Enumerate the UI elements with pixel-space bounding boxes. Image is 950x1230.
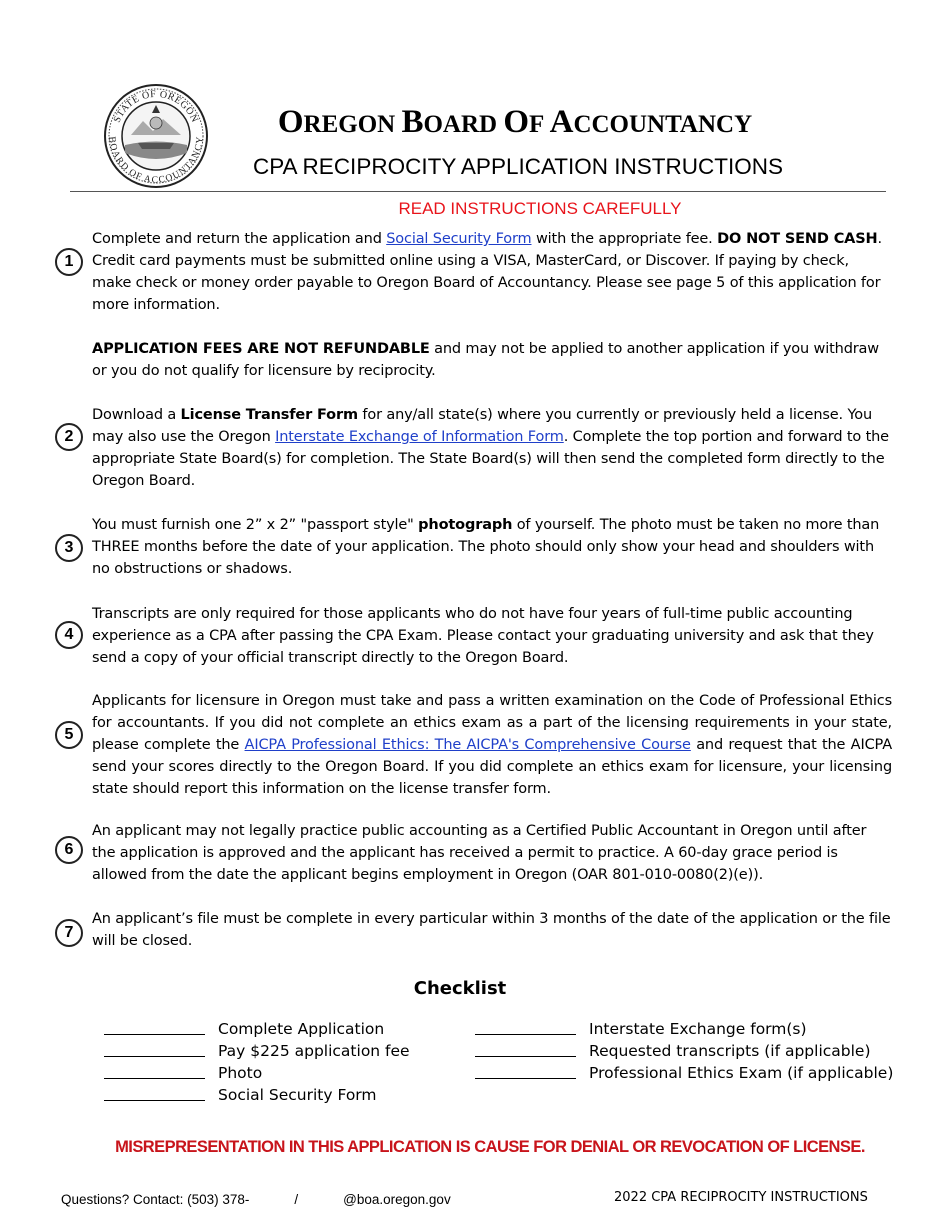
seal-bottom-text: BOARD OF ACCOUNTANCY bbox=[106, 136, 206, 186]
checklist-title: Checklist bbox=[413, 978, 507, 999]
contact-slash: / bbox=[294, 1192, 299, 1207]
checklist-blank[interactable] bbox=[104, 1062, 205, 1079]
checklist-item: Social Security Form bbox=[104, 1084, 410, 1106]
org-title-part: OARD bbox=[423, 111, 504, 138]
checklist-item: Interstate Exchange form(s) bbox=[475, 1018, 893, 1040]
document-title: CPA RECIPROCITY APPLICATION INSTRUCTIONS bbox=[252, 154, 784, 179]
checklist-item: Requested transcripts (if applicable) bbox=[475, 1040, 893, 1062]
checklist-item: Professional Ethics Exam (if applicable) bbox=[475, 1062, 893, 1084]
instruction-item-1: Complete and return the application and Social Security Form with the appropriate fee. DO NOT SEND CASH. Credit card payments must be submitted online using a VISA, MasterCard, or Discover. If paying by check, make check or money order payable to Oregon Board of Accountancy. Please see page 5 of this application for more information. APPLICATION FEES ARE NOT REFUNDABLE and may not be applied to another application if you withdraw or you do not qualify for licensure by reciprocity. bbox=[92, 231, 882, 379]
misrepresentation-warning: MISREPRESENTATION IN THIS APPLICATION IS CAUSE FOR DENIAL OR REVOCATION OF LICENSE. bbox=[115, 1138, 865, 1156]
seal-top-text: STATE OF OREGON bbox=[111, 88, 201, 125]
step-number-6: 6 bbox=[55, 836, 83, 864]
checklist-blank[interactable] bbox=[104, 1018, 205, 1035]
step-number-1: 1 bbox=[55, 248, 83, 276]
checklist-blank[interactable] bbox=[104, 1040, 205, 1057]
checklist-left-column bbox=[104, 1018, 410, 1106]
step-number-3: 3 bbox=[55, 534, 83, 562]
org-title-initial-o2: O bbox=[503, 104, 529, 140]
step-number-4: 4 bbox=[55, 621, 83, 649]
checklist-blank[interactable] bbox=[475, 1062, 576, 1079]
footer-contact bbox=[61, 1192, 451, 1207]
org-title-initial-b: B bbox=[401, 104, 424, 140]
instruction-item-5: Applicants for licensure in Oregon must take and pass a written examination on the Code of Professional Ethics for accountants. If you did not complete an ethics exam as a part of the licensing requirements in your state, please complete the AICPA Professional Ethics: The AICPA's Comprehensive Course and request that the AICPA send your scores directly to the Oregon Board. If you did complete an ethics exam for licensure, your licensing state should report this information on the license transfer form. bbox=[92, 693, 892, 797]
license-transfer-form-text: License Transfer Form bbox=[180, 407, 358, 423]
org-title-part: REGON bbox=[303, 111, 402, 138]
state-seal-icon bbox=[103, 83, 209, 189]
checklist-item: Pay $225 application fee bbox=[104, 1040, 410, 1062]
instruction-item-3: You must furnish one 2” x 2” "passport style" photograph of yourself. The photo must be taken no more than THREE months before the date of your application. The photo should only show your head and shoulders with no obstructions or shadows. bbox=[92, 517, 880, 577]
do-not-send-cash-text: DO NOT SEND CASH bbox=[717, 231, 878, 247]
instruction-item-7: An applicant’s file must be complete in every particular within 3 months of the date of the application or the file will be closed. bbox=[92, 911, 891, 949]
checklist-blank[interactable] bbox=[475, 1018, 576, 1035]
contact-email[interactable]: @boa.oregon.gov bbox=[343, 1192, 451, 1207]
checklist-item: Complete Application bbox=[104, 1018, 410, 1040]
checklist-right-column bbox=[475, 1018, 893, 1084]
read-instructions-notice: READ INSTRUCTIONS CAREFULLY bbox=[398, 199, 682, 218]
interstate-exchange-form-link[interactable]: Interstate Exchange of Information Form bbox=[275, 429, 564, 445]
header-divider bbox=[70, 191, 886, 192]
checklist-blank[interactable] bbox=[475, 1040, 576, 1057]
instruction-item-4: Transcripts are only required for those applicants who do not have four years of full-time public accounting experience as a CPA after passing the CPA Exam. Please contact your graduating university and ask that they send a copy of your official transcript directly to the Oregon Board. bbox=[92, 606, 874, 666]
contact-label: Questions? Contact: (503) 378- bbox=[61, 1192, 250, 1207]
step-number-5: 5 bbox=[55, 721, 83, 749]
instruction-item-2: Download a License Transfer Form for any/all state(s) where you currently or previously held a license. You may also use the Oregon Interstate Exchange of Information Form. Complete the top portion and forward to the appropriate State Board(s) for completion. The State Board(s) will then send the completed form directly to the Oregon Board. bbox=[92, 407, 889, 489]
photograph-text: photograph bbox=[418, 517, 513, 533]
fees-not-refundable-text: APPLICATION FEES ARE NOT REFUNDABLE bbox=[92, 341, 430, 357]
instruction-item-6: An applicant may not legally practice public accounting as a Certified Public Accountant in Oregon until after the application is approved and the applicant has received a permit to practice. A 60-day grace period is allowed from the date the applicant begins employment in Oregon (OAR 801-010-0080(2)(e)). bbox=[92, 823, 867, 883]
social-security-form-link[interactable]: Social Security Form bbox=[386, 231, 532, 247]
checklist-item: Photo bbox=[104, 1062, 410, 1084]
org-title-part: F bbox=[529, 111, 550, 138]
aicpa-ethics-course-link[interactable]: AICPA Professional Ethics: The AICPA's Comprehensive Course bbox=[244, 737, 691, 753]
org-title-initial-a: A bbox=[549, 104, 574, 140]
step-number-2: 2 bbox=[55, 423, 83, 451]
step-number-7: 7 bbox=[55, 919, 83, 947]
organization-title bbox=[200, 104, 830, 141]
org-title-initial-o: O bbox=[277, 104, 304, 140]
org-title-part: CCOUNTANCY bbox=[573, 111, 753, 138]
footer-document-label: 2022 CPA RECIPROCITY INSTRUCTIONS bbox=[614, 1190, 868, 1205]
checklist-blank[interactable] bbox=[104, 1084, 205, 1101]
